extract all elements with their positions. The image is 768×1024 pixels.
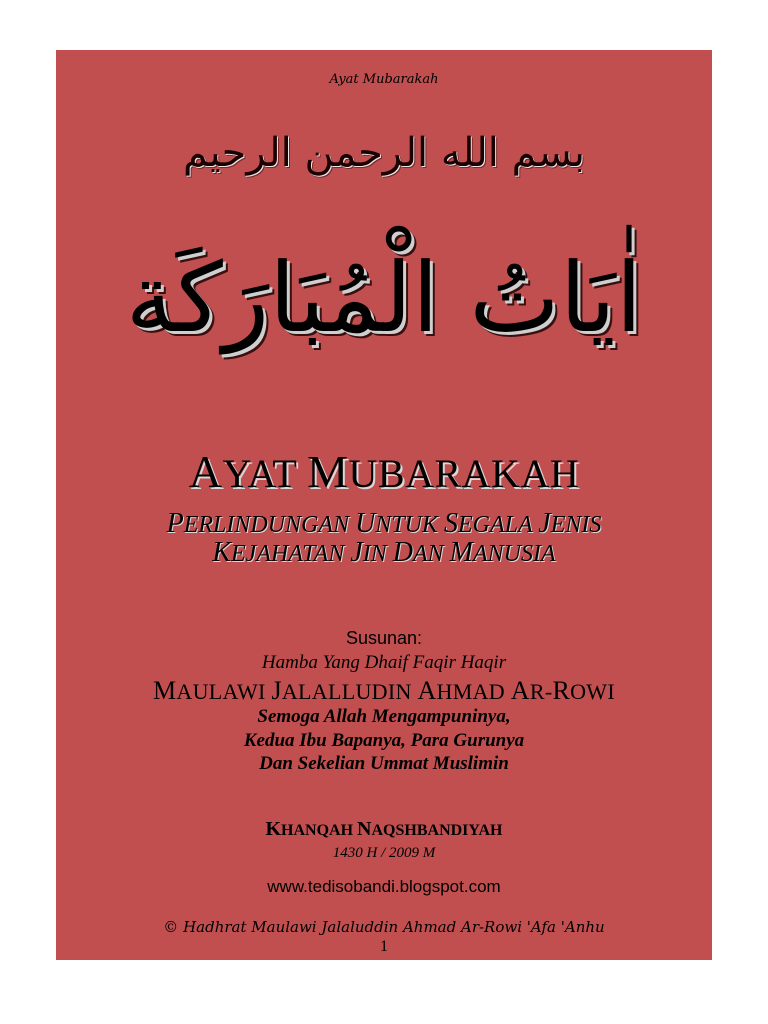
subtitle-word: AN	[413, 541, 450, 567]
subtitle-word: ENIS	[550, 512, 602, 538]
compiled-by-label: Susunan:	[345, 628, 423, 648]
subtitle-cap: J	[350, 537, 363, 568]
subtitle-cap: K	[212, 537, 232, 568]
running-header: Ayat Mubarakah	[329, 72, 439, 87]
subtitle-cap: M	[449, 537, 473, 568]
subtitle-cap: U	[355, 508, 376, 539]
author-cap: M	[152, 676, 177, 705]
blessing-line-3: Dan Sekelian Ummat Muslimin	[259, 753, 509, 774]
arabic-title-calligraphy: اٰيَاتُ الْمُبَارَكَة	[125, 242, 643, 354]
subtitle-word: ANUSIA	[473, 541, 556, 567]
org-cap: N	[357, 818, 372, 840]
org-word: HANQAH	[281, 822, 358, 839]
subtitle-word: EGALA	[458, 512, 539, 538]
subtitle-cap: J	[538, 508, 551, 539]
author-word: AULAWI	[176, 679, 272, 704]
author-cap: A	[510, 676, 530, 705]
title-rest-a: YAT	[222, 451, 308, 496]
org-cap: K	[265, 818, 282, 840]
publication-year: 1430 H / 2009 M	[332, 845, 436, 861]
subtitle-word: ERLINDUNGAN	[183, 512, 356, 538]
main-title	[56, 445, 712, 498]
blessing-line-1: Semoga Allah Mengampuninya,	[257, 706, 511, 727]
subtitle-cap: S	[444, 508, 459, 539]
title-rest-m: UBARAKAH	[348, 451, 580, 496]
author-name	[56, 676, 712, 706]
subtitle-word: IN	[362, 541, 393, 567]
subtitle-line-1	[56, 508, 712, 540]
page-number: 1	[380, 938, 388, 955]
author-word: ALALLUDIN	[281, 679, 418, 704]
humble-line: Hamba Yang Dhaif Faqir Haqir	[261, 652, 507, 673]
author-word: R-	[529, 679, 553, 704]
title-cap-m: M	[307, 446, 349, 497]
basmala-calligraphy: بسم الله الرحمن الرحيم	[182, 130, 586, 176]
subtitle-cap: D	[392, 537, 413, 568]
author-word: HMAD	[436, 679, 511, 704]
author-cap: J	[271, 676, 282, 705]
author-cap: A	[417, 676, 437, 705]
book-cover-page	[56, 50, 712, 960]
organization-name	[56, 818, 712, 841]
org-word: AQSHBANDIYAH	[371, 822, 503, 839]
blessing-line-2: Kedua Ibu Bapanya, Para Gurunya	[243, 730, 525, 751]
copyright-notice: © Hadhrat Maulawi Jalaluddin Ahmad Ar-Rowi 'Afa 'Anhu	[163, 918, 605, 936]
subtitle-word: NTUK	[375, 512, 445, 538]
subtitle-word: EJAHATAN	[231, 541, 351, 567]
author-word: OWI	[570, 679, 615, 704]
subtitle-line-2	[56, 537, 712, 569]
subtitle-cap: P	[166, 508, 184, 539]
author-cap: R	[552, 676, 571, 705]
title-cap-a: A	[188, 446, 223, 497]
website-url: www.tedisobandi.blogspot.com	[267, 877, 501, 896]
